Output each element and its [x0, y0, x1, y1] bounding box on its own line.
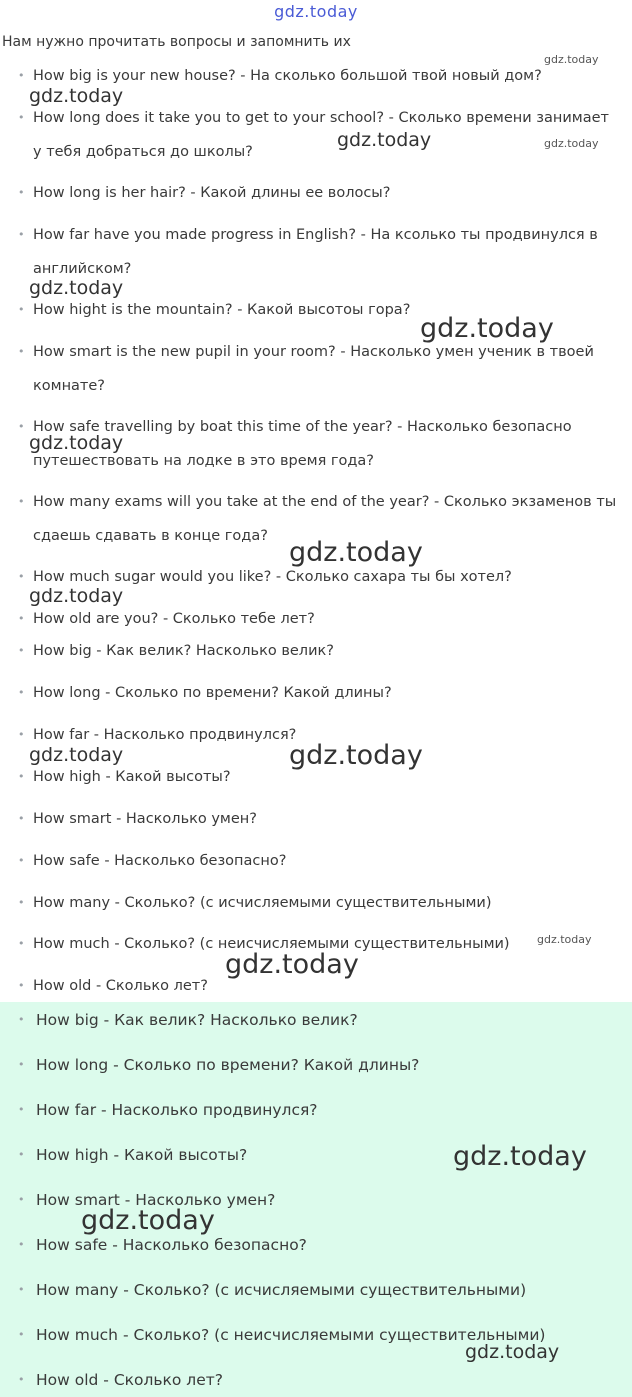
watermark: gdz.today [337, 129, 432, 151]
watermark: gdz.today [544, 137, 599, 150]
list-item: • How long is her hair? - Какой длины ее волосы? [18, 176, 618, 210]
watermark: gdz.today [537, 933, 592, 946]
list-item: • How smart is the new pupil in your room? - Насколько умен ученик в твоей комнате? [18, 335, 618, 403]
intro-text: Нам нужно прочитать вопросы и запомнить их [2, 34, 351, 50]
watermark: gdz.today [544, 53, 599, 66]
watermark: gdz.today [289, 537, 423, 568]
list-item: • How many - Сколько? (с исчисляемыми существительными) [18, 1280, 618, 1300]
list-item: • How many - Сколько? (с исчисляемыми существительными) [18, 886, 618, 920]
list-item: • How much sugar would you like? - Сколько сахара ты бы хотел? [18, 560, 618, 594]
list-item: • How hight is the mountain? - Какой высотоы гора? [18, 293, 618, 327]
site-logo: gdz.today [274, 2, 358, 21]
list-item: • How smart - Насколько умен? [18, 802, 618, 836]
list-item: • How long - Сколько по времени? Какой длины? [18, 676, 618, 710]
list-item: • How big - Как велик? Насколько велик? [18, 634, 618, 668]
watermark: gdz.today [81, 1205, 215, 1236]
list-item: • How old - Сколько лет? [18, 1370, 618, 1390]
list-item: • How much - Сколько? (с неисчисляемыми существительными) [18, 927, 618, 961]
list-item: • How high - Какой высоты? [18, 760, 618, 794]
watermark: gdz.today [453, 1141, 587, 1172]
watermark: gdz.today [29, 585, 124, 607]
list-item: • How safe travelling by boat this time of the year? - Насколько безопасно путешествовать на лодке в это время года? [18, 410, 618, 478]
list-item: • How old are you? - Сколько тебе лет? [18, 602, 618, 636]
summary-panel [0, 1002, 632, 1397]
list-item: • How safe - Насколько безопасно? [18, 844, 618, 878]
list-item: • How big - Как велик? Насколько велик? [18, 1010, 618, 1030]
list-item: • How big is your new house? - На сколько большой твой новый дом? [18, 59, 618, 93]
watermark: gdz.today [465, 1341, 560, 1363]
watermark: gdz.today [420, 313, 554, 344]
list-item: • How far have you made progress in English? - На ксолько ты продвинулся в английском? [18, 218, 618, 286]
watermark: gdz.today [225, 949, 359, 980]
watermark: gdz.today [29, 432, 124, 454]
list-item: • How far - Насколько продвинулся? [18, 718, 618, 752]
list-item: • How smart - Насколько умен? [18, 1190, 618, 1210]
watermark: gdz.today [29, 277, 124, 299]
list-item: • How high - Какой высоты? [18, 1145, 618, 1165]
list-item: • How far - Насколько продвинулся? [18, 1100, 618, 1120]
list-item: • How long - Сколько по времени? Какой длины? [18, 1055, 618, 1075]
watermark: gdz.today [289, 740, 423, 771]
list-item: • How long does it take you to get to your school? - Сколько времени занимает у тебя добраться до школы? [18, 101, 618, 169]
watermark: gdz.today [29, 744, 124, 766]
list-item: • How many exams will you take at the end of the year? - Сколько экзаменов ты сдаешь сдавать в конце года? [18, 485, 618, 553]
list-item: • How safe - Насколько безопасно? [18, 1235, 618, 1255]
watermark: gdz.today [29, 85, 124, 107]
list-item: • How old - Сколько лет? [18, 969, 618, 1003]
list-item: • How much - Сколько? (с неисчисляемыми существительными) [18, 1325, 618, 1345]
